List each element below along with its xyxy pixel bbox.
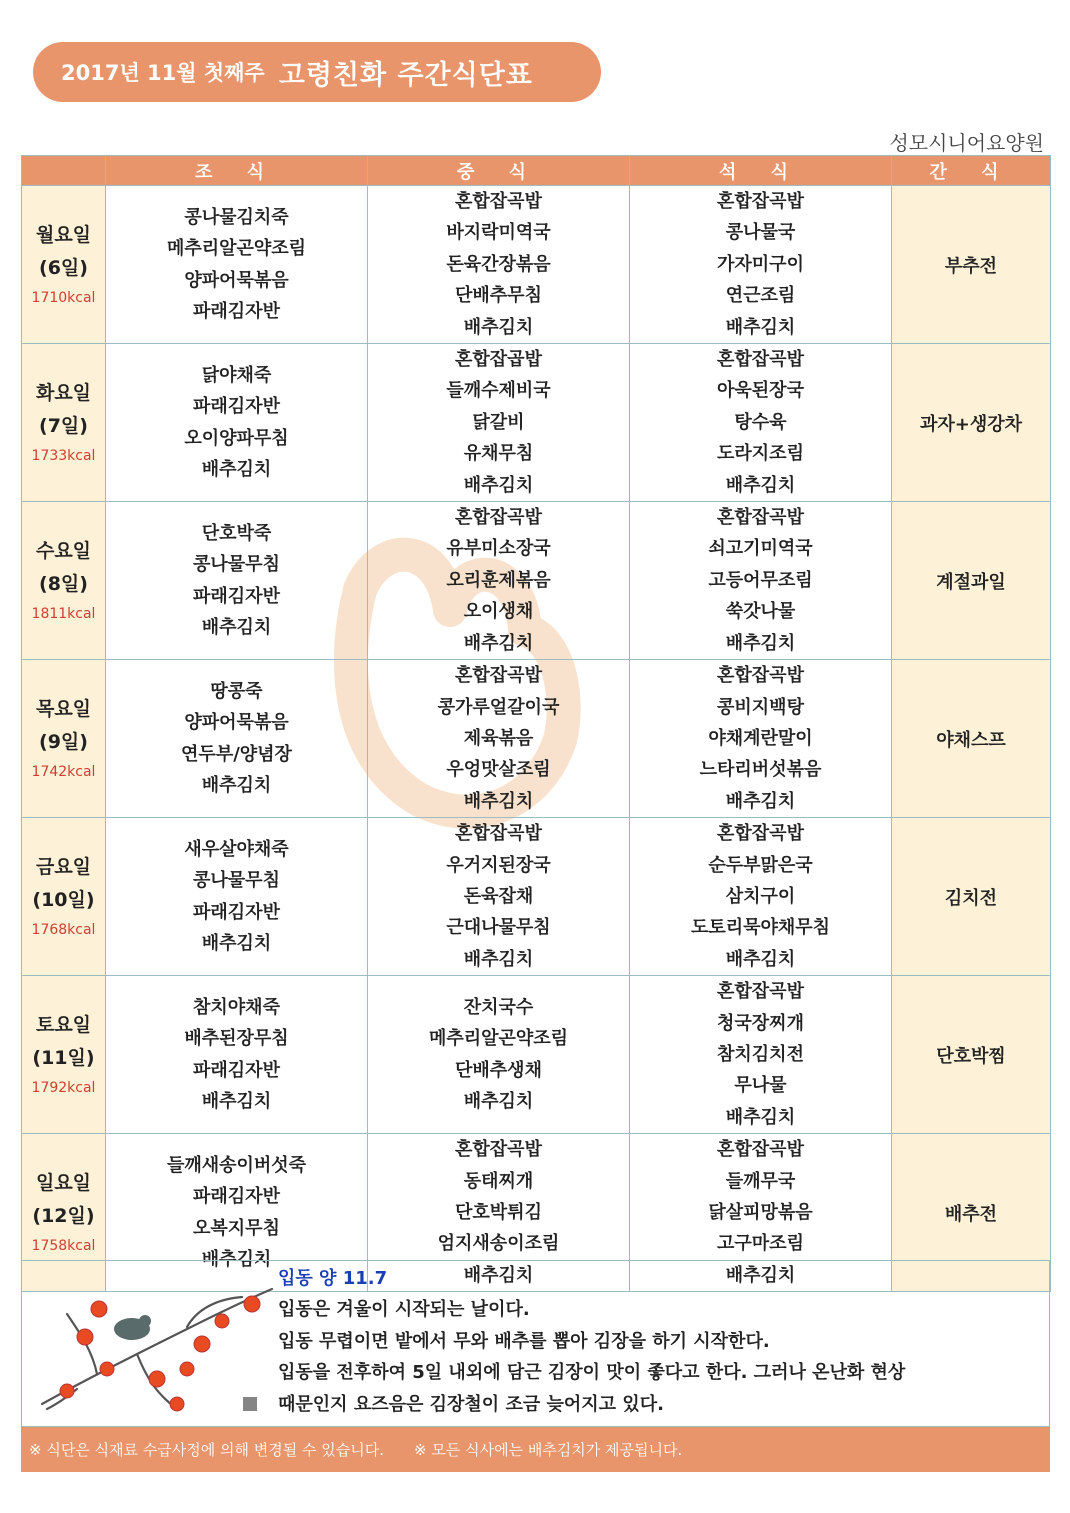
menu-item: 메추리알곤약조림 [166,238,307,260]
menu-item: 파래김자반 [193,396,280,418]
dinner-cell [630,344,892,502]
menu-item: 혼합잡곡밥 [455,191,542,212]
table-row [22,976,1051,1134]
menu-item: 참치김치전 [717,1043,804,1065]
menu-item: 닭살피망볶음 [708,1202,813,1223]
menu-item: 혼합잡곡밥 [717,823,804,845]
menu-item: 근대나물무침 [446,917,551,939]
menu-item: 단호박죽 [201,522,272,544]
persimmon-branch-icon [37,1269,277,1417]
menu-item: 단배추생채 [455,1059,542,1081]
menu-item: 혼합잡곡밥 [455,507,542,529]
menu-item: 배추김치 [725,474,796,496]
lunch-cell [368,818,630,976]
day-date: (6일) [39,256,88,279]
menu-item: 오이양파무침 [184,427,289,449]
menu-item: 유부미소장국 [446,538,551,560]
menu-item: 연근조림 [725,285,796,307]
breakfast-cell [106,186,368,344]
lunch-cell [368,186,630,344]
day-kcal: 1758kcal [31,1237,96,1254]
menu-item: 배추김치 [201,775,272,797]
breakfast-cell [106,818,368,976]
menu-item: 단호박튀김 [455,1202,542,1223]
menu-item: 도라지조림 [717,443,804,465]
menu-item: 닭야채죽 [201,364,272,386]
menu-item: 혼합잡곡밥 [455,1139,542,1161]
day-date: (8일) [39,572,88,595]
menu-item: 배추김치 [201,458,272,480]
note-line: 때문인지 요즈음은 김장철이 조금 늦어지고 있다. [278,1393,664,1415]
menu-item: 청국장찌개 [717,1012,804,1034]
menu-item: 배추김치 [463,790,534,812]
menu-item: 파래김자반 [193,1186,280,1208]
breakfast-cell [106,976,368,1134]
menu-item: 땅콩죽 [210,680,263,702]
menu-item: 혼합잡곡밥 [717,507,804,529]
menu-item: 오이생채 [463,601,534,623]
seasonal-note [21,1260,1050,1427]
menu-item: 동태찌개 [463,1170,534,1192]
menu-item: 배추김치 [725,632,796,654]
day-name: 수요일 [35,539,92,562]
day-kcal: 1811kcal [31,605,96,622]
menu-item: 파래김자반 [193,901,280,923]
footer-note-left: ※ 식단은 식재료 수급사정에 의해 변경될 수 있습니다. [29,1441,385,1459]
menu-item: 배추김치 [725,790,796,812]
snack-cell: 계절과일 [892,502,1051,660]
note-line: 입동을 전후하여 5일 내외에 담근 김장이 맛이 좋다고 한다. 그러나 온난화 현상 [278,1362,906,1383]
menu-item: 우엉맛살조림 [446,759,551,781]
title-date: 2017년 11월 첫째주 [61,61,265,85]
menu-item: 쑥갓나물 [725,601,796,623]
menu-item: 배추김치 [725,316,796,338]
menu-item: 아욱된장국 [717,380,804,402]
snack-cell: 과자+생강차 [892,344,1051,502]
menu-item: 배추김치 [725,1106,796,1128]
menu-item: 고등어무조림 [708,569,813,591]
menu-item: 배추김치 [463,316,534,338]
menu-item: 엄지새송이조림 [437,1233,560,1255]
day-date: (9일) [39,730,88,753]
day-kcal: 1742kcal [31,763,96,780]
menu-item: 배추김치 [463,632,534,654]
table-row [22,502,1051,660]
table-row [22,818,1051,976]
day-name: 일요일 [35,1171,92,1194]
menu-item: 배추김치 [201,616,272,638]
menu-item: 혼합잡곡밥 [455,823,542,845]
menu-item: 혼합잡곡밥 [717,1139,804,1161]
menu-item: 새우살야채죽 [184,838,289,860]
day-cell [22,186,106,344]
menu-item: 유채무침 [463,443,534,465]
dinner-cell [630,818,892,976]
menu-item: 콩비지백탕 [717,696,804,718]
table-header-row [22,156,1051,186]
table-row [22,186,1051,344]
menu-item: 참치야채죽 [193,996,280,1018]
menu-item: 배추김치 [201,933,272,955]
menu-item: 돈육잡채 [463,885,534,907]
menu-item: 파래김자반 [193,1059,280,1081]
menu-item: 양파어묵볶음 [184,712,289,734]
day-kcal: 1768kcal [31,921,96,938]
footer-notice [21,1427,1050,1472]
menu-item: 콩나물무침 [193,554,280,576]
lunch-cell [368,660,630,818]
weekly-menu-table [21,155,1051,1292]
page-title: 고령친화 주간식단표 [278,59,533,91]
menu-item: 고구마조림 [717,1233,804,1255]
day-cell [22,818,106,976]
menu-item: 바지락미역국 [446,222,551,244]
menu-item: 잔치국수 [463,996,534,1018]
table-row [22,660,1051,818]
day-date: (7일) [39,414,88,437]
table-row [22,344,1051,502]
menu-item: 가자미구이 [717,253,804,275]
dinner-cell [630,502,892,660]
day-name: 목요일 [35,697,92,720]
day-kcal: 1792kcal [31,1079,96,1096]
menu-item: 배추김치 [463,474,534,496]
menu-item: 혼합잡곡밥 [717,981,804,1003]
lunch-cell [368,976,630,1134]
header-lunch: 중 식 [368,156,630,186]
lunch-cell [368,502,630,660]
menu-item: 연두부/양념장 [181,743,292,765]
dinner-cell [630,186,892,344]
menu-item: 도토리묵야채무침 [690,917,831,939]
snack-cell: 단호박찜 [892,976,1051,1134]
menu-item: 파래김자반 [193,300,280,322]
menu-item: 쇠고기미역국 [708,538,813,560]
menu-item: 파래김자반 [193,585,280,607]
day-date: (10일) [32,888,95,911]
menu-item: 혼합잡곡밥 [717,665,804,687]
header-snack: 간 식 [892,156,1051,186]
menu-item: 배추김치 [463,1091,534,1113]
menu-item: 오복지무침 [193,1217,280,1239]
header-breakfast: 조 식 [106,156,368,186]
menu-item: 혼합잡곡밥 [455,665,542,687]
day-cell [22,660,106,818]
menu-item: 돈육간장볶음 [446,253,551,275]
snack-cell: 배추전 [892,1134,1051,1292]
menu-item: 배추김치 [201,1091,272,1113]
menu-item: 닭갈비 [472,411,525,433]
day-name: 토요일 [35,1013,92,1036]
menu-item: 혼합잡곡밥 [717,191,804,212]
menu-item: 들깨무국 [725,1170,796,1192]
header-corner [22,156,106,186]
menu-item: 콩나물국 [725,222,796,244]
snack-cell: 야채스프 [892,660,1051,818]
day-cell [22,502,106,660]
note-line: 입동은 겨울이 시작되는 날이다. [278,1299,530,1320]
menu-item: 배추김치 [463,948,534,970]
day-name: 월요일 [35,223,92,246]
menu-item: 삼치구이 [725,885,796,907]
menu-item: 무나물 [734,1075,787,1097]
menu-item: 탕수육 [734,411,787,433]
menu-item: 들깨새송이버섯죽 [166,1154,307,1176]
title-banner [33,42,601,102]
breakfast-cell [106,502,368,660]
menu-item: 콩나물김치죽 [184,206,289,228]
day-date: (12일) [32,1204,95,1227]
snack-cell: 김치전 [892,818,1051,976]
day-cell [22,976,106,1134]
menu-item: 오리훈제볶음 [446,569,551,591]
menu-body [22,186,1051,1292]
menu-item: 양파어묵볶음 [184,269,289,291]
organization-name: 성모시니어요양원 [889,131,1044,155]
menu-item: 배추김치 [201,1249,272,1271]
menu-item: 배추김치 [725,1264,796,1286]
header-dinner: 석 식 [630,156,892,186]
menu-item: 콩가루얼갈이국 [437,696,560,718]
menu-item: 혼합잡곡밥 [717,349,804,371]
day-name: 화요일 [35,381,92,404]
note-title: 입동 양 11.7 [278,1268,388,1289]
menu-item: 들깨수제비국 [446,380,551,402]
menu-item: 배추된장무침 [184,1028,289,1050]
note-line: 입동 무렵이면 밭에서 무와 배추를 뽑아 김장을 하기 시작한다. [278,1330,770,1352]
menu-item: 메추리알곤약조림 [428,1028,569,1050]
note-text [278,1294,1042,1420]
day-name: 금요일 [35,855,92,878]
footer-note-right: ※ 모든 식사에는 배추김치가 제공됩니다. [414,1441,683,1459]
breakfast-cell [106,344,368,502]
menu-item: 혼합잡곱밥 [455,349,542,371]
day-date: (11일) [32,1046,95,1069]
menu-item: 콩나물무침 [193,870,280,892]
menu-item: 제육볶음 [463,727,534,749]
menu-item: 단배추무침 [455,285,542,307]
breakfast-cell [106,660,368,818]
menu-item: 느타리버섯볶음 [699,759,822,781]
dinner-cell [630,660,892,818]
menu-item: 순두부맑은국 [708,854,813,876]
menu-item: 배추김치 [463,1264,534,1286]
day-kcal: 1733kcal [31,447,96,464]
menu-item: 배추김치 [725,948,796,970]
snack-cell: 부추전 [892,186,1051,344]
menu-item: 야채계란말이 [708,727,813,749]
menu-item: 우거지된장국 [446,854,551,876]
day-kcal: 1710kcal [31,289,96,306]
lunch-cell [368,344,630,502]
dinner-cell [630,976,892,1134]
day-cell [22,344,106,502]
